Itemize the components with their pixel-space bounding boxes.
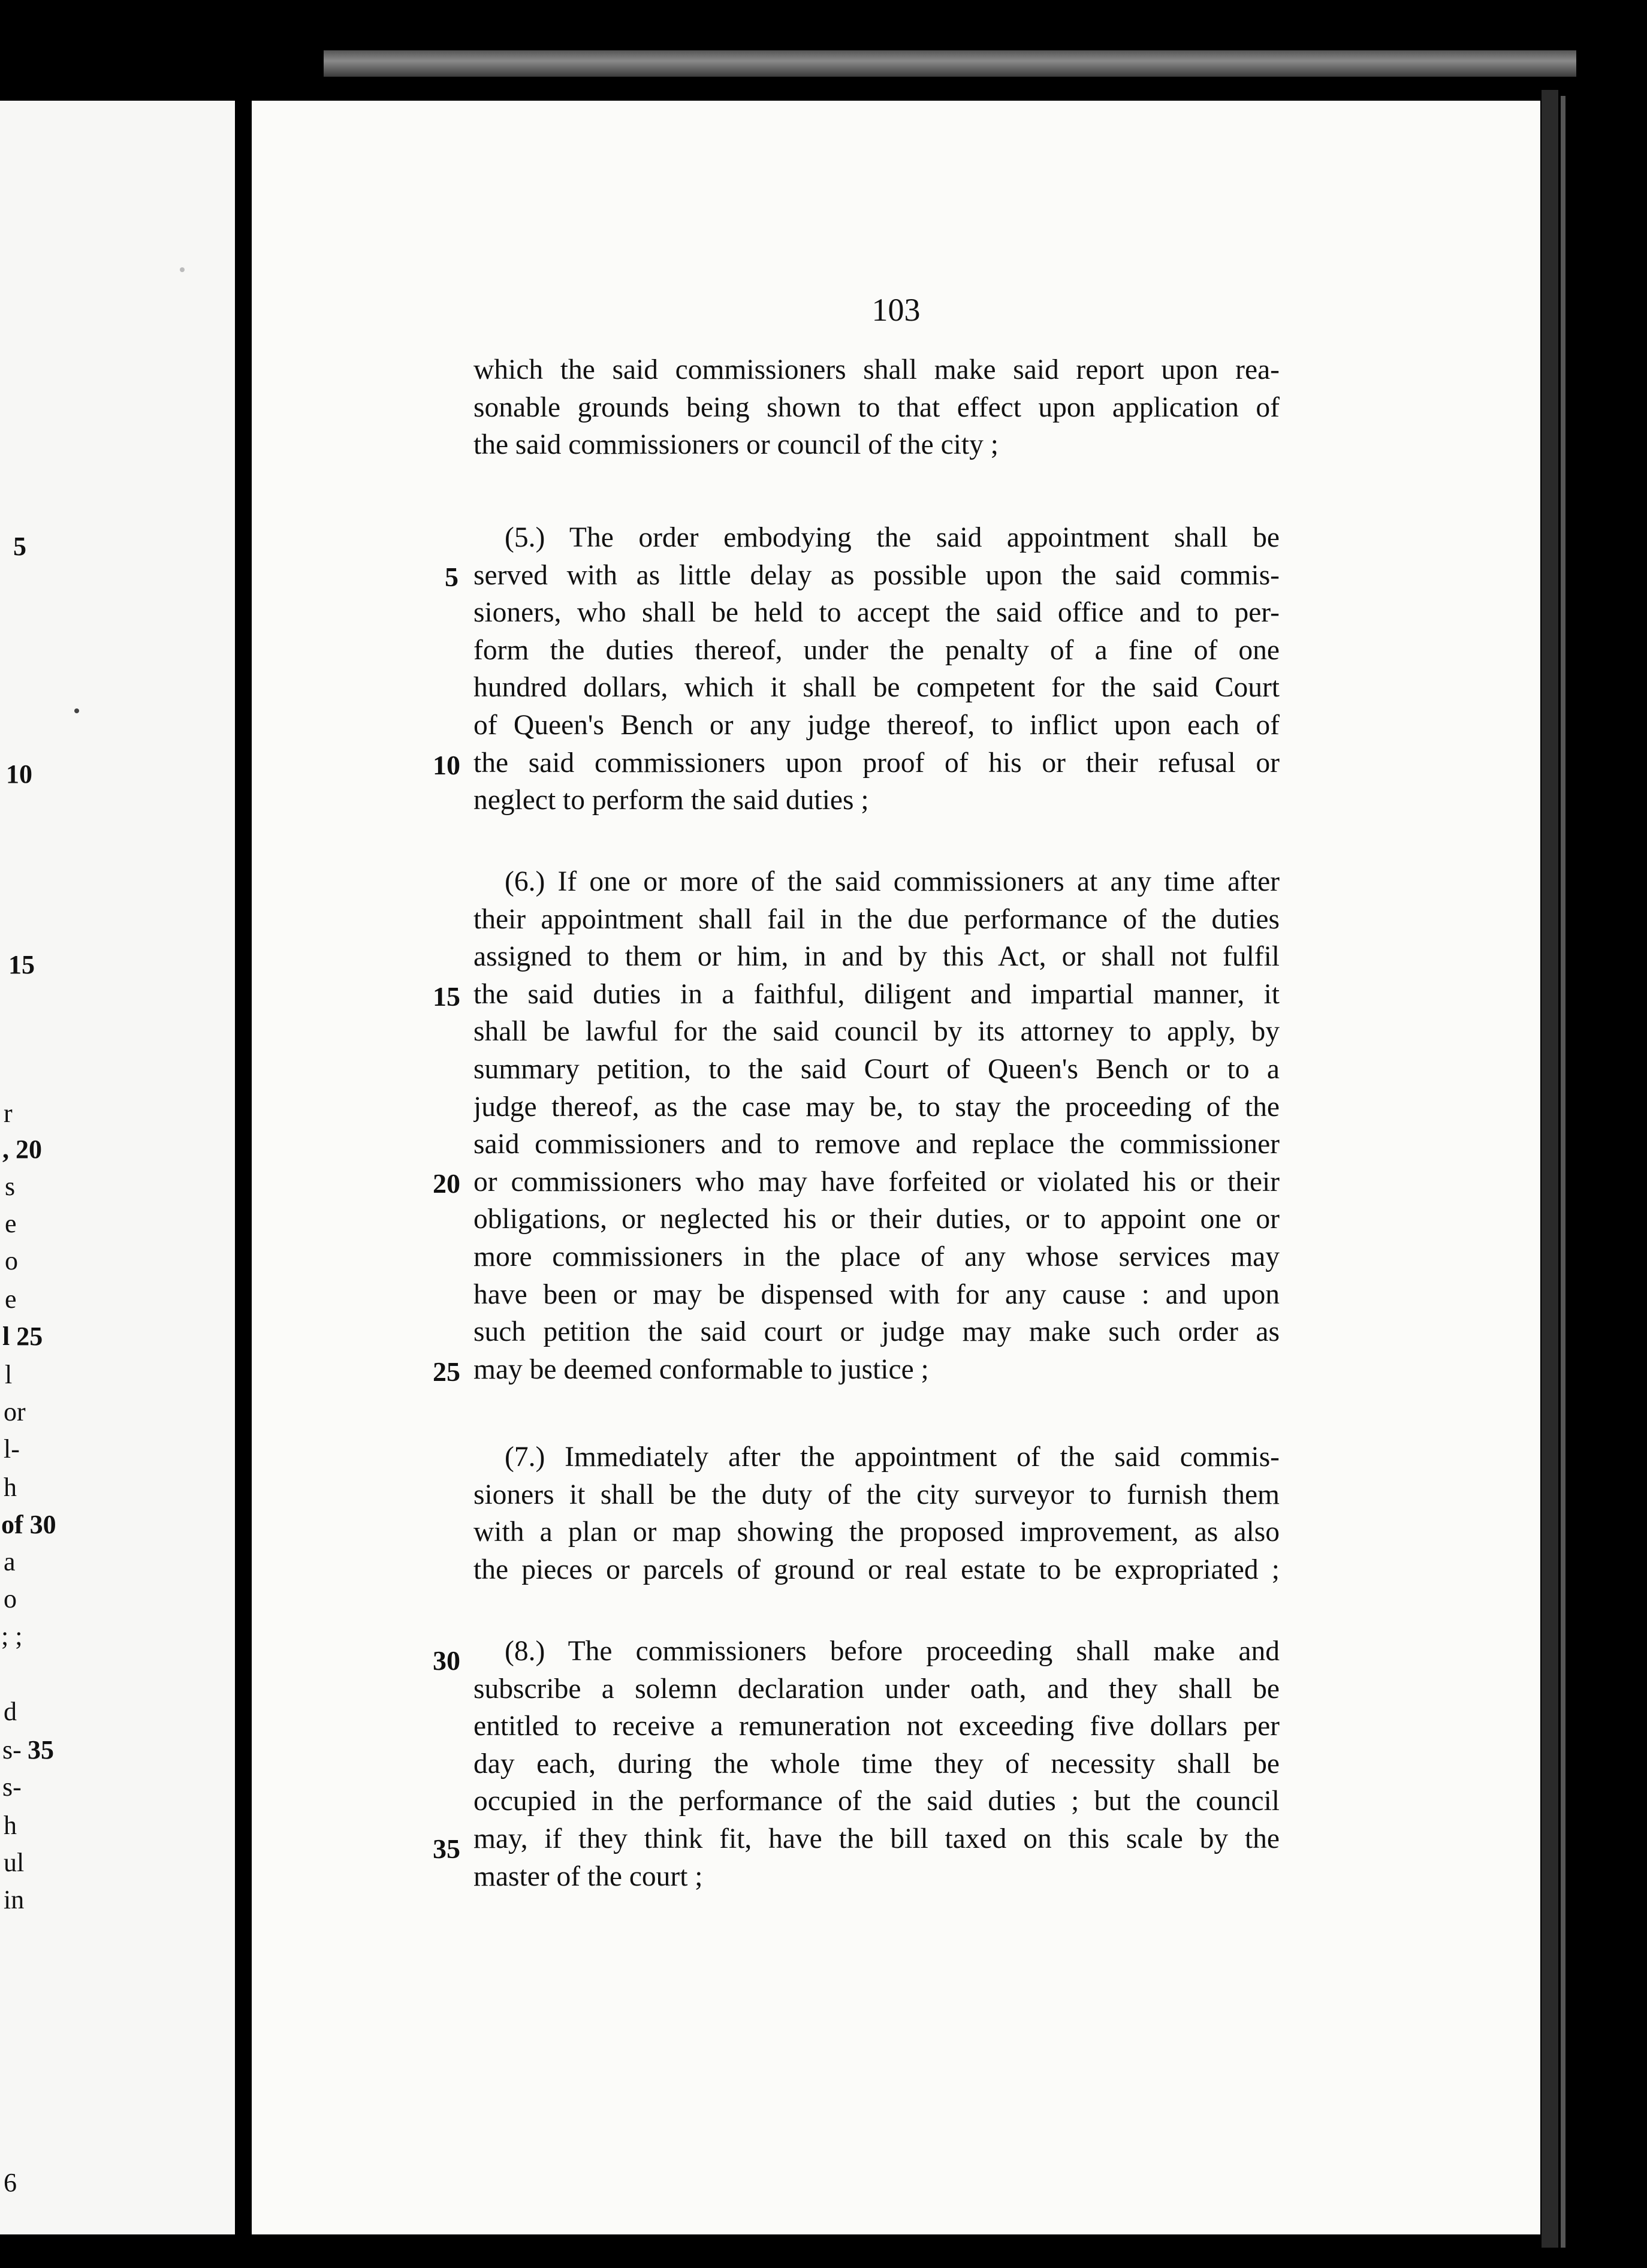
body-text: [473, 1438, 1280, 1588]
text-line: master of the court ;: [473, 1860, 703, 1892]
marginal-line-number: 10: [433, 750, 460, 780]
left-text-fragment: d: [4, 1697, 17, 1726]
left-text-fragment: ul: [4, 1848, 25, 1877]
page-right-edge: [1542, 90, 1558, 2248]
text-line: more commissioners in the place of any whose services may: [473, 1241, 1280, 1272]
left-text-fragment: h: [4, 1473, 17, 1502]
body-text: [473, 863, 1280, 1388]
text-line: such petition the said court or judge may make such order as: [473, 1316, 1280, 1348]
paragraph: [473, 351, 1280, 464]
text-line: may be deemed conformable to justice ;: [473, 1353, 929, 1385]
text-line: or commissioners who may have forfeited or violated his or their: [473, 1166, 1280, 1198]
scanner-top-strip: [324, 50, 1576, 77]
text-line: shall be lawful for the said council by its attorney to apply, by: [473, 1016, 1280, 1048]
text-line: hundred dollars, which it shall be competent for the said Court: [473, 672, 1280, 704]
left-text-fragment: h: [4, 1811, 17, 1840]
left-text-fragment: ; ;: [1, 1621, 23, 1651]
marginal-line-number: 35: [433, 1833, 460, 1864]
text-line: sonable grounds being shown to that effect upon application of: [473, 391, 1280, 423]
left-text-fragment: a: [4, 1547, 16, 1576]
left-line-number: , 20: [2, 1135, 42, 1164]
body-text: [473, 351, 1280, 464]
text-line: served with as little delay as possible upon the said commis-: [473, 559, 1280, 591]
left-text-fragment: in: [4, 1885, 25, 1914]
text-line: neglect to perform the said duties ;: [473, 785, 869, 816]
left-text-fragment: e: [5, 1284, 17, 1314]
text-line: assigned to them or him, in and by this Act, or shall not fulfil: [473, 941, 1280, 973]
left-text-fragment: l-: [4, 1434, 20, 1464]
text-line: day each, during the whole time they of necessity shall be: [473, 1748, 1280, 1780]
text-line: obligations, or neglected his or their duties, or to appoint one or: [473, 1204, 1280, 1235]
left-text-fragment: s-: [2, 1735, 22, 1765]
left-text-fragment: l: [5, 1360, 13, 1389]
text-line: the pieces or parcels of ground or real estate to be expropriated ;: [473, 1554, 1280, 1585]
text-line: entitled to receive a remuneration not exceeding five dollars per: [473, 1711, 1280, 1742]
left-line-number: 10: [6, 759, 32, 789]
text-line: sioners it shall be the duty of the city surveyor to furnish them: [473, 1479, 1280, 1510]
left-text-fragment: 6: [4, 2168, 17, 2197]
text-line: with a plan or map showing the proposed improvement, as also: [473, 1516, 1280, 1548]
marginal-line-number: 20: [433, 1168, 460, 1199]
paragraph-6: [473, 863, 1280, 1388]
text-line: the said commissioners upon proof of his or their refusal or: [473, 747, 1280, 779]
marginal-line-number: 30: [433, 1645, 460, 1676]
text-line: (5.) The order embodying the said appointment shall be: [505, 522, 1280, 553]
left-line-number: 5: [13, 532, 26, 561]
text-line: (7.) Immediately after the appointment of the said commis-: [505, 1441, 1280, 1473]
text-line: subscribe a solemn declaration under oath, and they shall be: [473, 1673, 1280, 1705]
left-text-fragment: r: [4, 1099, 13, 1128]
text-line: (8.) The commissioners before proceeding shall make and: [505, 1636, 1280, 1667]
body-text: [473, 1633, 1280, 1895]
left-text-fragment: o: [4, 1584, 17, 1613]
left-line-number: l 25: [2, 1322, 43, 1351]
text-line: sioners, who shall be held to accept the said office and to per-: [473, 597, 1280, 629]
text-line: said commissioners and to remove and replace the commissioner: [473, 1129, 1280, 1160]
speck: [180, 267, 185, 272]
left-line-number: of 30: [1, 1510, 56, 1539]
speck: [74, 708, 79, 713]
text-line: (6.) If one or more of the said commissioners at any time after: [505, 866, 1280, 897]
page-right-edge-inner: [1561, 96, 1565, 2248]
left-text-fragment: e: [5, 1209, 17, 1238]
paragraph-8: [473, 1633, 1280, 1895]
left-page-fragment: [0, 101, 235, 2234]
page-number: 103: [871, 292, 921, 328]
text-line: summary petition, to the said Court of Queen's Bench or to a: [473, 1053, 1280, 1085]
text-line: have been or may be dispensed with for any cause : and upon: [473, 1278, 1280, 1310]
marginal-line-number: 5: [445, 562, 458, 592]
text-line: occupied in the performance of the said duties ; but the council: [473, 1786, 1280, 1817]
paragraph-5: [473, 519, 1280, 819]
text-line: of Queen's Bench or any judge thereof, to inflict upon each of: [473, 709, 1280, 741]
text-line: judge thereof, as the case may be, to stay the proceeding of the: [473, 1091, 1280, 1123]
body-text: [473, 519, 1280, 819]
text-line: their appointment shall fail in the due performance of the duties: [473, 903, 1280, 935]
text-line: the said commissioners or council of the city ;: [473, 429, 999, 461]
text-line: which the said commissioners shall make said report upon rea-: [473, 354, 1280, 385]
left-text-fragment: o: [5, 1246, 18, 1275]
marginal-line-number: 25: [433, 1356, 460, 1387]
paragraph-7: [473, 1438, 1280, 1588]
text-line: the said duties in a faithful, diligent and impartial manner, it: [473, 978, 1280, 1010]
left-text-fragment: s: [5, 1172, 16, 1201]
left-line-number: 35: [28, 1735, 54, 1765]
text-line: may, if they think fit, have the bill taxed on this scale by the: [473, 1823, 1280, 1854]
left-line-number: 15: [8, 950, 35, 979]
text-line: form the duties thereof, under the penalty of a fine of one: [473, 634, 1280, 666]
left-text-fragment: or: [4, 1397, 26, 1426]
marginal-line-number: 15: [433, 981, 460, 1012]
left-text-fragment: s-: [2, 1772, 22, 1802]
